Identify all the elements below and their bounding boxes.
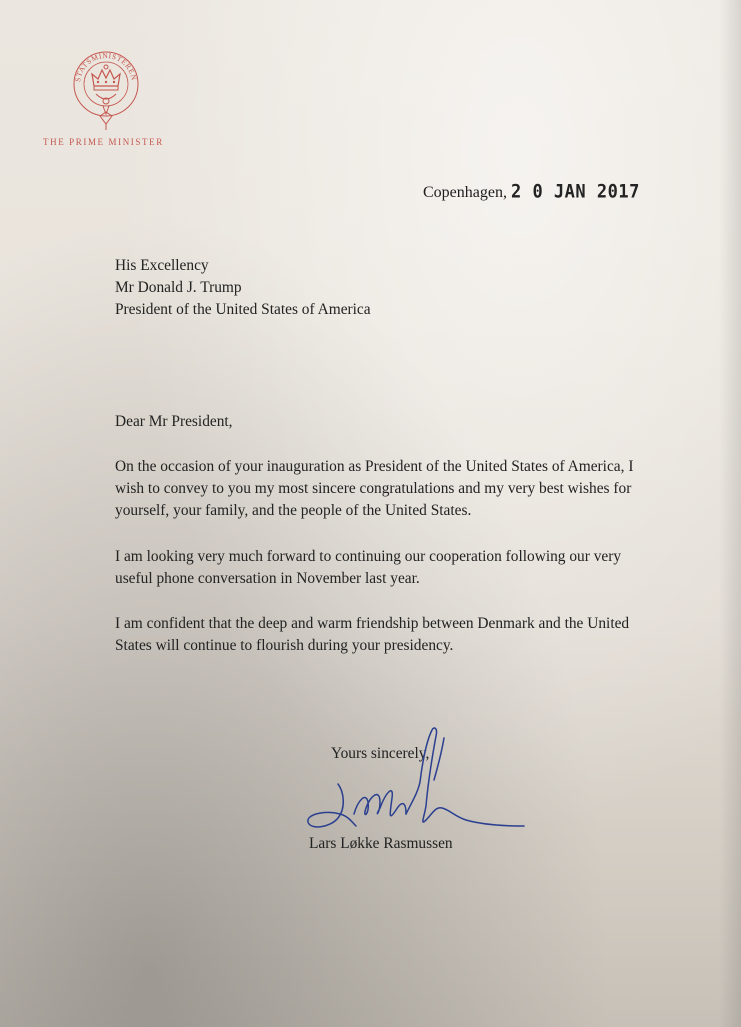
seal-text: STATSMINISTEREN: [73, 50, 139, 83]
office-title: THE PRIME MINISTER: [43, 137, 164, 147]
addressee-line: His Excellency: [115, 257, 209, 274]
body-line: On the occasion of your inauguration as President of the United States of America, I: [115, 458, 634, 475]
body-paragraph-3: [115, 613, 629, 657]
body-line: yourself, your family, and the people of the United States.: [115, 501, 472, 519]
place: Copenhagen,: [423, 184, 507, 201]
body-paragraph-2: [115, 546, 621, 590]
body-line: useful phone conversation in November last year.: [115, 569, 420, 587]
date-stamp: 2 0 JAN 2017: [510, 181, 640, 203]
addressee-block: [115, 255, 371, 320]
paper-edge-shadow: [719, 0, 741, 1027]
salutation: Dear Mr President,: [115, 413, 233, 430]
handwritten-signature: [300, 722, 535, 840]
closing: Yours sincerely,: [331, 745, 430, 762]
body-line: wish to convey to you my most sincere congratulations and my very best wishes for: [115, 479, 632, 497]
body-line: I am looking very much forward to continuing our cooperation following our very: [115, 548, 622, 565]
royal-crown-seal-icon: [70, 48, 142, 132]
place-and-date: [423, 182, 640, 202]
body-paragraph-1: [115, 456, 633, 521]
body-line: States will continue to flourish during your presidency.: [115, 636, 454, 654]
signer-name: Lars Løkke Rasmussen: [309, 835, 453, 852]
body-line: I am confident that the deep and warm friendship between Denmark and the United: [115, 615, 630, 632]
addressee-line: President of the United States of America: [115, 300, 371, 318]
addressee-line: Mr Donald J. Trump: [115, 278, 242, 296]
